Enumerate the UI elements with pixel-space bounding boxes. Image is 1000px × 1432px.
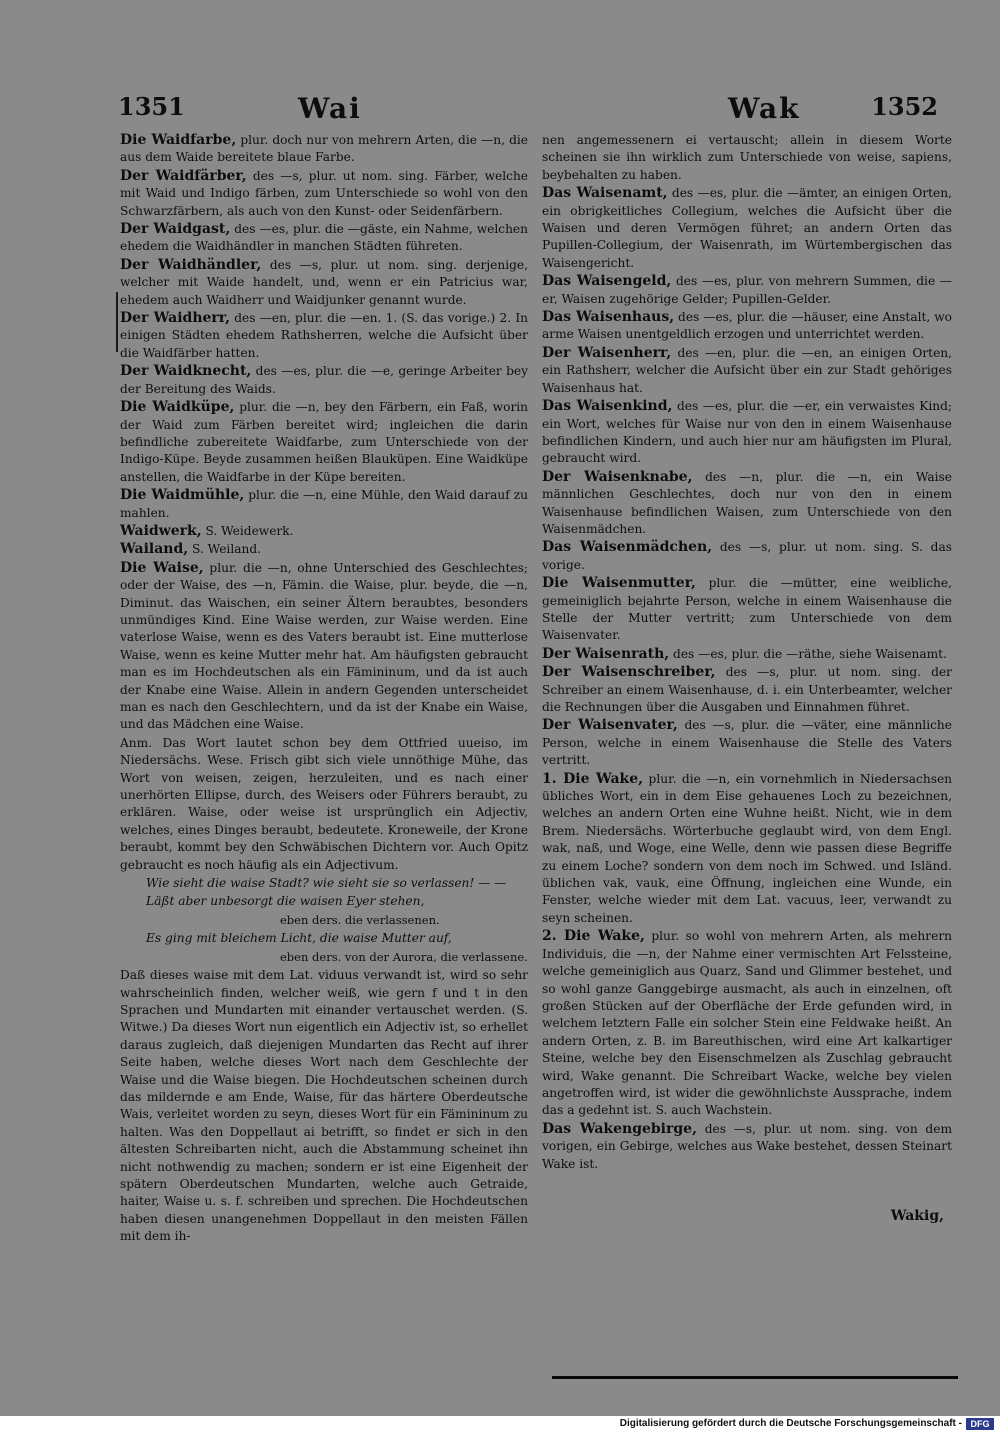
entry-headword: Der Waidfärber, [120, 167, 247, 184]
entry-headword: Das Wakengebirge, [542, 1120, 697, 1137]
dictionary-entry [120, 363, 528, 398]
dictionary-entry [120, 487, 528, 522]
entry-headword: Der Waidgast, [120, 221, 231, 238]
page-number-right: 1352 [871, 92, 938, 121]
entry-headword: Die Waise, [120, 559, 204, 576]
entry-text: plur. so wohl von mehrern Arten, als mehrern Individuis, die —n, der Nahme einer vermischten Art Felssteine, welche gemeiniglich aus Quarz, Sand und Glimmer bestehet, und so wohl ganze Ganggebirge ausmacht, als auch in einzelnen, oft großen Stücken auf der Oberfläche der Erde gefunden wird, in welchem letztern Falle ein solcher Stein eine Feldwake heißt. An andern Orten, z. B. im Bareuthischen, wird eine Art kalkartiger Steine, welche bey den Eisenschmelzen als Zuschlag gebraucht wird, Wake genannt. Die Schreibart Wacke, welche bey vielen angetroffen wird, ist wider die gewöhnlichste Aussprache, indem das a gedehnt ist. S. auch Wachstein. [542, 929, 952, 1118]
entry-text: eben ders. von der Aurora, die verlassene. [280, 949, 528, 964]
entry-headword: Der Waisenrath, [542, 645, 670, 662]
entry-text: plur. doch nur von mehrern Arten, die —n, die aus dem Waide bereitete blaue Farbe. [120, 133, 529, 165]
dictionary-entry [120, 893, 528, 910]
entry-headword: Der Waisenherr, [542, 344, 672, 361]
entry-text: des —es, plur. von mehrern Summen, die —er, Waisen zugehörige Gelder; Pupillen-Gelder. [542, 274, 952, 306]
dictionary-entry [542, 575, 952, 645]
dictionary-entry [120, 912, 528, 929]
dictionary-entry [542, 1121, 952, 1173]
entry-text: S. Weidewerk. [205, 523, 294, 538]
entry-headword: Waidwerk, [120, 522, 202, 539]
entry-text: Daß dieses waise mit dem Lat. viduus verwandt ist, wird so sehr wahrscheinlich finden, welcher weiß, wie gern f und t in den Sprachen und Mundarten mit einander vertauschet werden. (S. Witwe.) Da dieses Wort nun eigentlich ein Adjectiv ist, so erhellet daraus zugleich, daß diejenigen Mundarten das Recht auf ihrer Seite haben, welche dieses Wort nach dem Geschlechte der Waise und die Waise biegen. Die Hochdeutschen scheinen durch das mildernde e am Ende, Waise, für das härtere Oberdeutsche Wais, verleitet worden zu seyn, dieses Wort für ein Fämininum zu halten. Was den Doppellaut ai betrifft, so findet er sich in den ältesten Schreibarten nicht, auch die Abstammung scheinet ihn nicht nothwendig zu machen; sondern er ist eine Eigenheit der spätern Oberdeutschen Mundarten, welche auch Getraide, haiter, Waise u. s. f. schreiben und sprechen. Die Hochdeutschen haben diesen unangenehmen Doppellaut in den meisten Fällen mit dem ih- [120, 968, 528, 1244]
entry-text: des —s, plur. ut nom. sing. derjenige, welcher mit Waide handelt, und, wenn er ein Patricius war, ehedem auch Waidherr und Waidjunker genannt wurde. [120, 257, 528, 307]
page-header [118, 92, 938, 126]
dictionary-entry [542, 771, 952, 928]
left-column [120, 132, 528, 1247]
entry-headword: 1. Die Wake, [542, 770, 644, 787]
dictionary-entry [542, 185, 952, 272]
entry-headword: Das Waisengeld, [542, 273, 672, 290]
footer-credit: Digitalisierung gefördert durch die Deutsche Forschungsgemeinschaft - [619, 1418, 962, 1429]
entry-text: des —n, plur. die —n, ein Waise männlichen Geschlechtes, doch nur von den in einem Waisenhause befindlichen Waisen, zum Unterschiede von den Waisenmädchen. [542, 469, 953, 536]
entry-text: plur. die —n, ein vornehmlich in Niedersachsen übliches Wort, ein in dem Eise gehauenes Loch zu bezeichnen, welches an andern Orten eine Wuhne heißt. Nicht, wie in dem Brem. Niedersächs. Wörterbuche geglaubt wird, von dem Engl. wak, naß, und Woge, eine Welle, denn wie passen diese Begriffe zu einem Loche? sondern von dem noch im Schwed. und Isländ. üblichen vak, vauk, eine Öffnung, ingleichen eine Wunde, ein Fenster, welche wieder mit dem Lat. vacuus, leer, verwandt zu seyn scheinen. [542, 771, 953, 925]
entry-headword: Der Waidknecht, [120, 363, 252, 380]
entry-headword: Der Waidhändler, [120, 256, 262, 273]
running-head-right: Wak [728, 92, 801, 125]
entry-text: des —es, plur. die —räthe, siehe Waisenamt. [673, 646, 947, 661]
dictionary-entry [120, 930, 528, 947]
entry-headword: Wailand, [120, 541, 189, 558]
dictionary-entry [120, 735, 528, 874]
entry-text: plur. die —n, ohne Unterschied des Geschlechtes; oder der Waise, des —n, Fämin. die Waise, plur. beyde, die —n, Diminut. das Waischen, ein seiner Ältern beraubtes, besonders unmündiges Kind. Eine Waise werden, zur Waise werden. Eine vaterlose Waise, wenn es des Vaters beraubt ist. Eine mutterlose Waise, wenn es keine Mutter mehr hat. Am häufigsten gebraucht man es im Hochdeutschen als ein Fämininum, und da ist auch der Knabe eine Waise. Allein in andern Gegenden unterscheidet man es nach den Geschlechtern, und da ist der Knabe ein Waise, und das Mädchen eine Waise. [120, 560, 529, 732]
entry-headword: Das Waisenhaus, [542, 309, 675, 326]
footer [0, 1416, 1000, 1432]
dictionary-entry [120, 967, 528, 1246]
dictionary-entry [120, 399, 528, 486]
dictionary-entry [542, 928, 952, 1119]
entry-text: des —es, plur. die —er, ein verwaistes Kind; ein Wort, welches für Waise nur von den in einem Waisenhause befindlichen Kindern, und auch hier nur am häufigsten im Plural, gebraucht wird. [542, 399, 953, 466]
entry-text: des —s, plur. ut nom. sing. S. das vorige. [542, 540, 953, 572]
entry-text: plur. die —n, eine Mühle, den Waid darauf zu mahlen. [120, 488, 528, 520]
entry-text: des —s, plur. ut nom. sing. von dem vorigen, ein Gebirge, welches aus Wake bestehet, dessen Steinart Wake ist. [542, 1121, 952, 1171]
entry-headword: 2. Die Wake, [542, 928, 645, 945]
entry-text: des —s, plur. die —väter, eine männliche Person, welche in einem Waisenhause die Stelle des Vaters vertritt. [542, 718, 952, 768]
entry-headword: Die Waidmühle, [120, 487, 245, 504]
margin-mark [116, 292, 118, 352]
entry-text: des —es, plur. die —gäste, ein Nahme, welchen ehedem die Waidhändler in manchen Städten führeten. [120, 222, 528, 254]
dictionary-entry [542, 132, 952, 184]
page-number-left: 1351 [118, 92, 185, 121]
entry-headword: Die Waidküpe, [120, 399, 235, 416]
entry-text: eben ders. die verlassenen. [280, 912, 440, 927]
entry-text: des —s, plur. ut nom. sing. der Schreiber an einem Waisenhause, d. i. ein Unterbeamter, welcher die Rechnungen über die Ausgaben und Einnahmen führet. [542, 665, 953, 714]
entry-text: Läßt aber unbesorgt die waisen Eyer stehen, [146, 894, 425, 909]
dictionary-entry [542, 646, 952, 663]
entry-headword: Der Waisenknabe, [542, 468, 693, 485]
entry-text: des —en, plur. die —en. 1. (S. das vorige.) 2. In einigen Städten ehedem Rathsherren, welche die Aufsicht über die Waidfärber hatten. [120, 311, 529, 360]
dictionary-entry [120, 560, 528, 734]
dictionary-entry [120, 541, 528, 558]
dictionary-entry [120, 257, 528, 309]
entry-text: plur. die —mütter, eine weibliche, gemeiniglich bejahrte Person, welche in einem Waisenhause die Stelle der Mutter vertritt; zum Unterschiede von dem Waisenvater. [542, 576, 952, 643]
catchword: Wakig, [890, 1208, 944, 1224]
entry-headword: Das Waisenmädchen, [542, 539, 713, 556]
entry-text: Anm. Das Wort lautet schon bey dem Ottfried uueiso, im Niedersächs. Wese. Frisch gibt sich viele unnöthige Mühe, das Wort von weisen, zeigen, herzuleiten, und es nach einer unerhörten Ellipse, durch, des Weisers oder Führers beraubt, zu erklären. Waise, oder weise ist ursprünglich ein Adjectiv, welches, eines Dinges beraubt, bedeutete. Kroneweile, der Krone beraubt, kommt bey den Schwäbischen Dichtern vor. Auch Opitz gebraucht es noch häufig als ein Adjectivum. [120, 735, 528, 872]
dfg-logo: DFG [966, 1418, 994, 1430]
running-head-left: Wai [298, 92, 362, 125]
dictionary-entry [120, 310, 528, 362]
entry-text: des —es, plur. die —häuser, eine Anstalt, wo arme Waisen unentgeldlich erzogen und unterrichtet werden. [542, 310, 952, 342]
dictionary-entry [542, 273, 952, 308]
dictionary-entry [120, 949, 528, 966]
entry-text: des —en, plur. die —en, an einigen Orten, ein Rathsherr, welcher die Aufsicht über ein zur Stadt gehöriges Waisenhaus hat. [542, 345, 953, 395]
entry-text: Es ging mit bleichem Licht, die waise Mutter auf, [146, 931, 452, 946]
dictionary-entry [542, 717, 952, 769]
entry-text: des —es, plur. die —ämter, an einigen Orten, ein obrigkeitliches Collegium, welches die Aufsicht über die Waisen und deren Vermögen führet; an andern Orten das Pupillen-Collegium, der Waisenrath, im Würtembergischen das Waisengericht. [542, 186, 952, 270]
entry-text: des —s, plur. ut nom. sing. Färber, welche mit Waid und Indigo färben, zum Unterschiede so wohl von den Schwarzfärbern, als auch von den Kunst- oder Seidenfärbern. [120, 168, 529, 218]
entry-text: Wie sieht die waise Stadt? wie sieht sie so verlassen! — — [146, 876, 507, 891]
dictionary-entry [120, 221, 528, 256]
dictionary-entry [542, 469, 952, 539]
dictionary-entry [542, 309, 952, 344]
entry-text: plur. die —n, bey den Färbern, ein Faß, worin der Waid zum Färben bereitet wird; ingleichen die darin befindliche zubereitete Waidfarbe, zum Unterschiede von der Indigo-Küpe. Beyde zusammen heißen Blauküpen. Eine Waidküpe anstellen, die Waidfarbe in der Küpe bereiten. [120, 400, 529, 484]
entry-headword: Das Waisenamt, [542, 185, 668, 202]
dictionary-entry [542, 345, 952, 397]
dictionary-entry [120, 168, 528, 220]
right-column [542, 132, 952, 1174]
dictionary-entry [120, 523, 528, 540]
dictionary-entry [542, 398, 952, 468]
entry-headword: Das Waisenkind, [542, 398, 673, 415]
entry-headword: Der Waisenvater, [542, 717, 678, 734]
entry-text: S. Weiland. [192, 542, 262, 557]
dictionary-entry [120, 875, 528, 892]
entry-headword: Der Waidherr, [120, 310, 231, 327]
entry-headword: Die Waisenmutter, [542, 575, 696, 592]
entry-text: des —es, plur. die —e, geringe Arbeiter bey der Bereitung des Waids. [120, 364, 528, 396]
dictionary-entry [542, 539, 952, 574]
entry-headword: Der Waisenschreiber, [542, 664, 716, 681]
entry-headword: Die Waidfarbe, [120, 132, 237, 148]
entry-text: nen angemessenern ei vertauscht; allein in diesem Worte scheinen sie ihn wirklich zum Unterschiede von weise, sapiens, beybehalten zu haben. [542, 133, 952, 182]
bottom-rule [552, 1376, 958, 1379]
dictionary-entry [120, 132, 528, 167]
dictionary-entry [542, 664, 952, 716]
